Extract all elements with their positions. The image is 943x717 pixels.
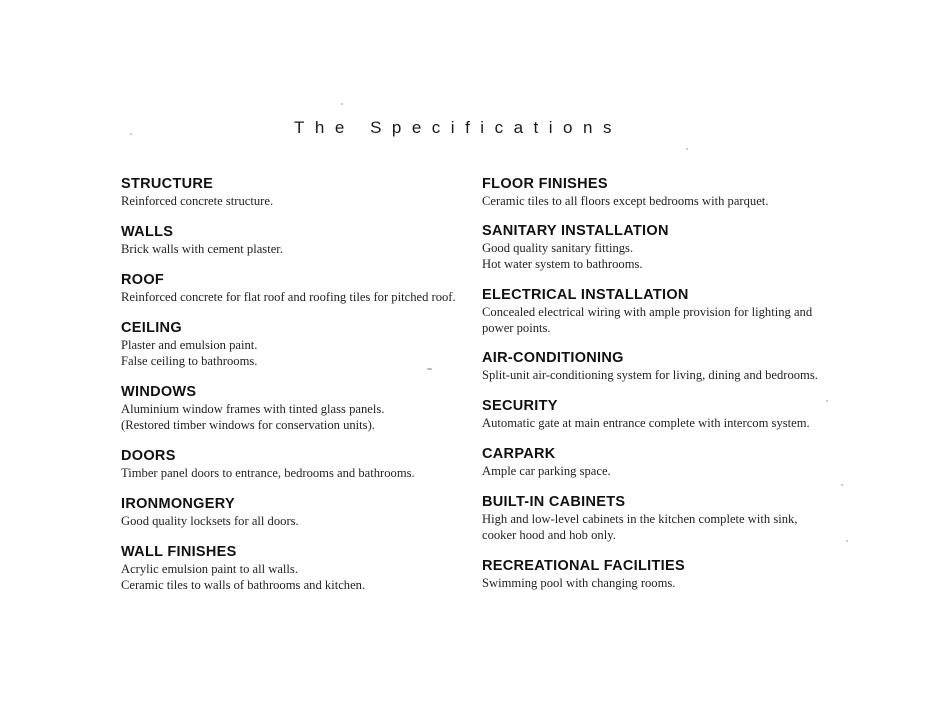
spec-section [482, 223, 669, 272]
section-text-line: Automatic gate at main entrance complete with intercom system. [482, 416, 810, 430]
scan-speck [826, 400, 828, 402]
section-heading: CARPARK [482, 446, 556, 462]
section-heading: WALL FINISHES [121, 544, 237, 560]
section-text-line: Good quality sanitary fittings. [482, 241, 634, 255]
section-text-line: (Restored timber windows for conservation units). [121, 418, 375, 432]
section-text-line: Ceramic tiles to all floors except bedrooms with parquet. [482, 194, 769, 208]
scan-speck [846, 540, 848, 542]
section-text-line: Reinforced concrete for flat roof and roofing tiles for pitched roof. [121, 290, 456, 304]
spec-section [121, 320, 257, 369]
section-heading: AIR-CONDITIONING [482, 350, 624, 366]
section-heading: RECREATIONAL FACILITIES [482, 558, 685, 574]
section-text-line: Good quality locksets for all doors. [121, 514, 299, 528]
spec-section [482, 176, 768, 209]
spec-section [482, 558, 685, 591]
section-heading: ELECTRICAL INSTALLATION [482, 287, 689, 303]
scan-speck [686, 148, 688, 150]
section-text-line: Hot water system to bathrooms. [482, 257, 643, 271]
section-heading: IRONMONGERY [121, 496, 235, 512]
spec-section [482, 350, 818, 383]
spec-section [121, 224, 283, 257]
spec-section [121, 544, 365, 593]
section-text-line: Concealed electrical wiring with ample provision for lighting and [482, 305, 813, 319]
scan-speck [130, 133, 132, 135]
section-heading: SANITARY INSTALLATION [482, 223, 669, 239]
section-text-line: False ceiling to bathrooms. [121, 354, 258, 368]
section-heading: WALLS [121, 224, 174, 240]
scan-speck [841, 484, 843, 486]
page-title: The Specifications [294, 118, 622, 137]
scan-speck [341, 103, 343, 105]
section-text-line: High and low-level cabinets in the kitchen complete with sink, [482, 512, 798, 526]
scan-speck [427, 368, 432, 370]
section-heading: STRUCTURE [121, 176, 214, 192]
spec-section [482, 446, 611, 479]
spec-section [121, 384, 384, 433]
section-heading: WINDOWS [121, 384, 197, 400]
section-text-line: Ample car parking space. [482, 464, 611, 478]
section-heading: DOORS [121, 448, 176, 464]
section-heading: ROOF [121, 272, 165, 288]
section-heading: FLOOR FINISHES [482, 176, 608, 192]
spec-section [121, 272, 456, 305]
section-text-line: Timber panel doors to entrance, bedrooms and bathrooms. [121, 466, 415, 480]
spec-section [121, 448, 415, 481]
section-text-line: Brick walls with cement plaster. [121, 242, 283, 256]
section-text-line: Aluminium window frames with tinted glass panels. [121, 402, 385, 416]
section-heading: BUILT-IN CABINETS [482, 494, 626, 510]
section-text-line: Reinforced concrete structure. [121, 194, 274, 208]
spec-section [121, 496, 299, 529]
section-heading: SECURITY [482, 398, 558, 414]
section-text-line: Swimming pool with changing rooms. [482, 576, 676, 590]
spec-section [482, 494, 797, 543]
spec-section [482, 398, 810, 431]
section-text-line: Acrylic emulsion paint to all walls. [121, 562, 298, 576]
section-text-line: Ceramic tiles to walls of bathrooms and kitchen. [121, 578, 366, 592]
section-text-line: Split-unit air-conditioning system for living, dining and bedrooms. [482, 368, 818, 382]
section-text-line: cooker hood and hob only. [482, 528, 616, 542]
spec-section [482, 287, 812, 336]
spec-section [121, 176, 273, 209]
section-text-line: power points. [482, 321, 551, 335]
section-text-line: Plaster and emulsion paint. [121, 338, 258, 352]
section-heading: CEILING [121, 320, 182, 336]
